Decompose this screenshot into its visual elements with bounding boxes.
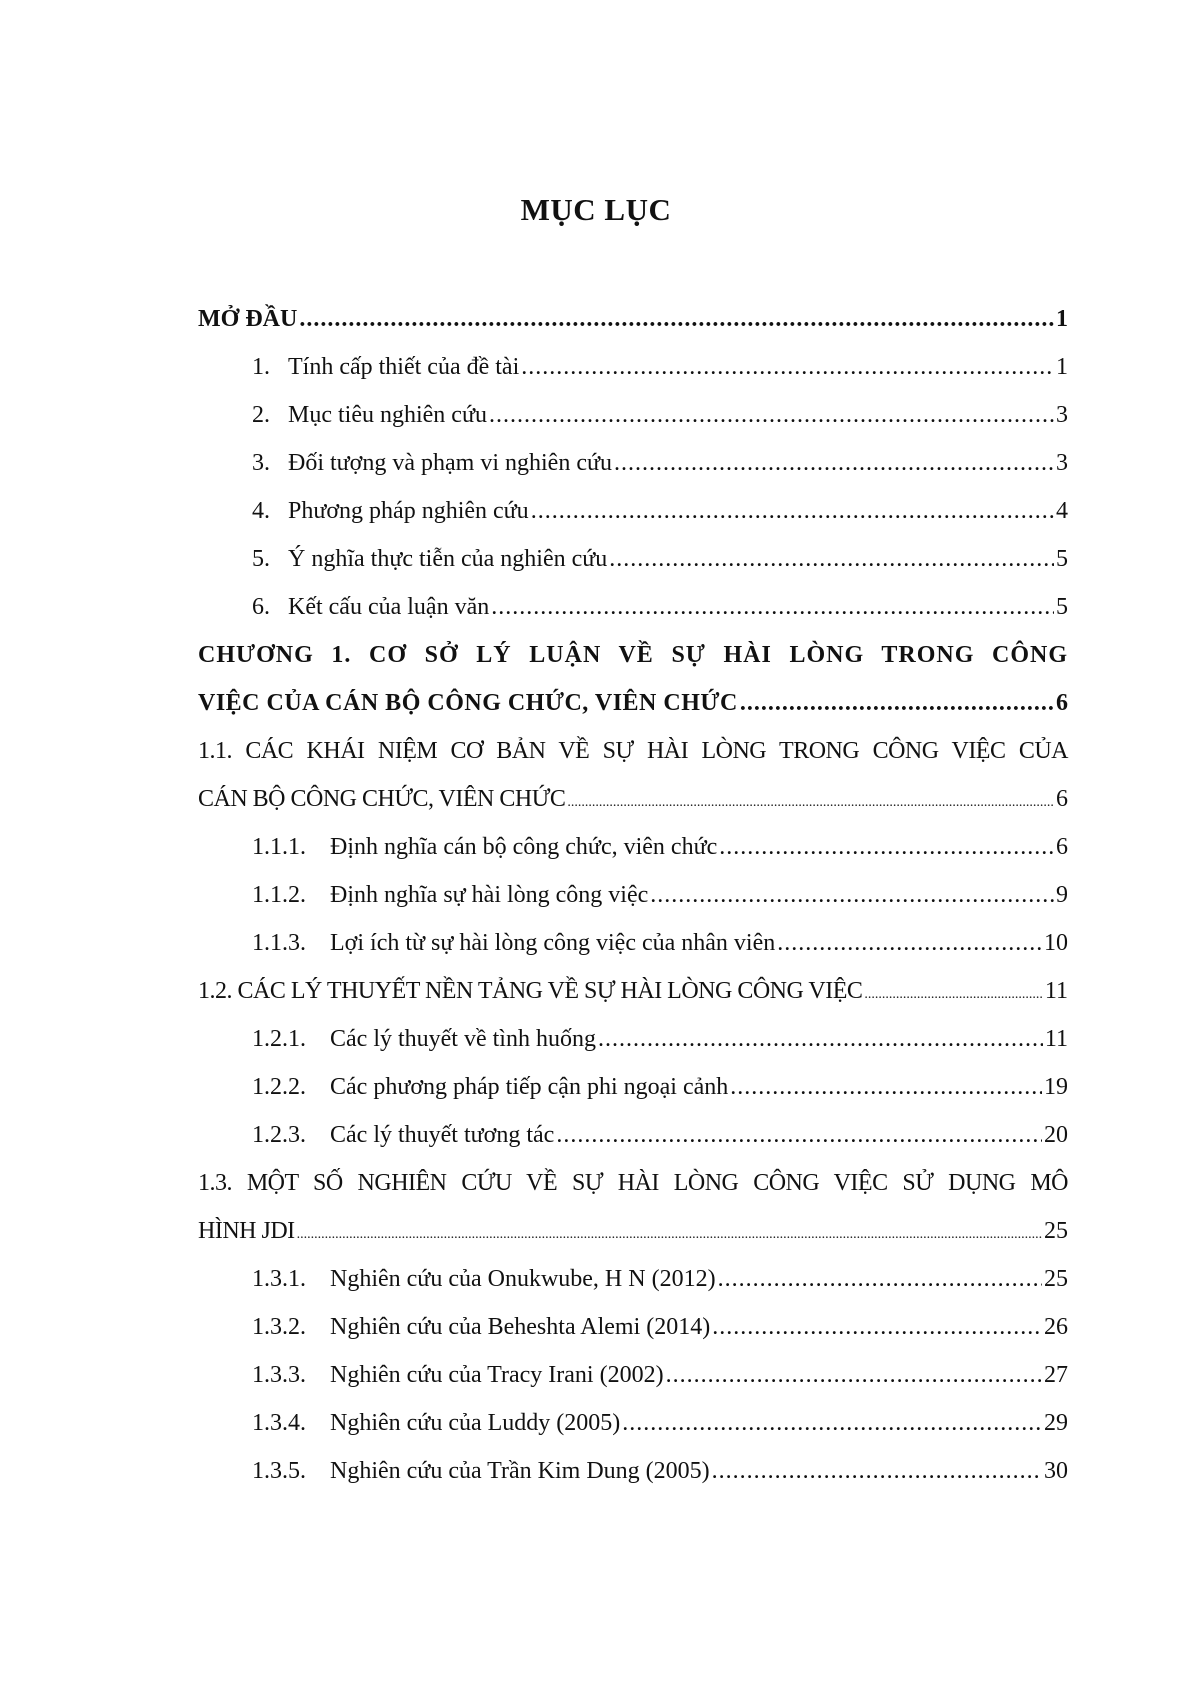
toc-page-number: 6 <box>1056 834 1068 860</box>
dot-leader <box>719 823 1054 871</box>
toc-page-number: 20 <box>1044 1122 1068 1148</box>
toc-page-number: 30 <box>1044 1458 1068 1484</box>
dot-leader <box>521 343 1054 391</box>
toc-entry-section-1-3[interactable] <box>198 1159 1068 1255</box>
toc-entry-subsection-1-2-1[interactable] <box>198 1015 1068 1063</box>
toc-entry-subsection-1-3-2[interactable] <box>198 1303 1068 1351</box>
toc-entry-text: 1.1.1. Định nghĩa cán bộ công chức, viên chức <box>252 834 718 860</box>
dot-leader <box>650 871 1054 919</box>
dot-leader <box>609 535 1054 583</box>
toc-entry-text: 1.3.4. Nghiên cứu của Luddy (2005) <box>252 1410 621 1436</box>
toc-entry-subsection-1-3-5[interactable] <box>198 1447 1068 1495</box>
toc-page-number: 5 <box>1056 546 1068 572</box>
toc-page-number: 25 <box>1044 1266 1068 1292</box>
toc-entry-text-line1: 1.1. CÁC KHÁI NIỆM CƠ BẢN VỀ SỰ HÀI LÒNG TRONG CÔNG VIỆC CỦA <box>198 738 1068 764</box>
toc-entry-text: 3. Đối tượng và phạm vi nghiên cứu <box>252 450 612 476</box>
toc-page-number: 6 <box>1056 786 1068 812</box>
toc-entry-text-line2: CÁN BỘ CÔNG CHỨC, VIÊN CHỨC <box>198 786 566 812</box>
dot-leader <box>489 391 1054 439</box>
toc-entry-subsection-1-1-1[interactable] <box>198 823 1068 871</box>
dot-leader <box>666 1351 1042 1399</box>
dot-leader <box>491 583 1054 631</box>
toc-entry-text: 1.2.3. Các lý thuyết tương tác <box>252 1122 555 1148</box>
dot-leader <box>299 295 1054 343</box>
toc-entry-text: 1.2. CÁC LÝ THUYẾT NỀN TẢNG VỀ SỰ HÀI LÒNG CÔNG VIỆC <box>198 978 863 1004</box>
toc-entry-subsection-1-1-3[interactable] <box>198 919 1068 967</box>
dot-leader <box>297 1211 1042 1259</box>
dot-leader <box>567 779 1054 827</box>
toc-entry-text: 1.2.2. Các phương pháp tiếp cận phi ngoại cảnh <box>252 1074 729 1100</box>
toc-entry-text: 2. Mục tiêu nghiên cứu <box>252 402 487 428</box>
toc-page-number: 4 <box>1056 498 1068 524</box>
toc-entry-intro-2[interactable] <box>198 391 1068 439</box>
toc-entry-text: 1.3.3. Nghiên cứu của Tracy Irani (2002) <box>252 1362 664 1388</box>
toc-entry-intro-1[interactable] <box>198 343 1068 391</box>
toc-entry-subsection-1-3-1[interactable] <box>198 1255 1068 1303</box>
toc-page-number: 11 <box>1044 1026 1068 1052</box>
toc-page-number: 5 <box>1056 594 1068 620</box>
toc-entry-text: 1.3.2. Nghiên cứu của Beheshta Alemi (2014) <box>252 1314 711 1340</box>
toc-entry-subsection-1-3-4[interactable] <box>198 1399 1068 1447</box>
toc-entry-text: MỞ ĐẦU <box>198 306 298 332</box>
toc-page-number: 1 <box>1056 306 1068 332</box>
toc-entry-text-line1: 1.3. MỘT SỐ NGHIÊN CỨU VỀ SỰ HÀI LÒNG CÔNG VIỆC SỬ DỤNG MÔ <box>198 1170 1068 1196</box>
dot-leader <box>598 1015 1043 1063</box>
dot-leader <box>622 1399 1042 1447</box>
dot-leader <box>712 1303 1042 1351</box>
toc-entry-subsection-1-2-3[interactable] <box>198 1111 1068 1159</box>
toc-page-number: 19 <box>1044 1074 1068 1100</box>
dot-leader <box>556 1111 1042 1159</box>
toc-entry-text: 5. Ý nghĩa thực tiễn của nghiên cứu <box>252 546 608 572</box>
toc-entry-intro-5[interactable] <box>198 535 1068 583</box>
toc-page-number: 10 <box>1044 930 1068 956</box>
toc-entry-intro-4[interactable] <box>198 487 1068 535</box>
toc-entry-subsection-1-1-2[interactable] <box>198 871 1068 919</box>
toc-page-number: 6 <box>1056 690 1068 716</box>
toc-entry-subsection-1-2-2[interactable] <box>198 1063 1068 1111</box>
toc-page-number: 9 <box>1056 882 1068 908</box>
toc-entry-text: 1.1.2. Định nghĩa sự hài lòng công việc <box>252 882 649 908</box>
toc-entry-text: 1.1.3. Lợi ích từ sự hài lòng công việc của nhân viên <box>252 930 776 956</box>
dot-leader <box>718 1255 1042 1303</box>
dot-leader <box>614 439 1054 487</box>
toc-page-number: 11 <box>1044 978 1068 1004</box>
dot-leader <box>740 679 1054 727</box>
dot-leader <box>730 1063 1042 1111</box>
toc-entry-chapter-1[interactable] <box>198 631 1068 727</box>
toc-entry-text: 6. Kết cấu của luận văn <box>252 594 490 620</box>
toc-entry-text: 1.3.5. Nghiên cứu của Trần Kim Dung (2005) <box>252 1458 710 1484</box>
toc-entry-text: 1.2.1. Các lý thuyết về tình huống <box>252 1026 596 1052</box>
table-of-contents <box>198 295 1068 1495</box>
dot-leader <box>712 1447 1042 1495</box>
toc-entry-text: 4. Phương pháp nghiên cứu <box>252 498 529 524</box>
toc-entry-intro-6[interactable] <box>198 583 1068 631</box>
page-title: MỤC LỤC <box>520 192 672 227</box>
toc-page-number: 3 <box>1056 450 1068 476</box>
toc-entry-text-line2: VIỆC CỦA CÁN BỘ CÔNG CHỨC, VIÊN CHỨC <box>198 690 738 716</box>
toc-entry-mo-dau[interactable] <box>198 295 1068 343</box>
toc-entry-text: 1.3.1. Nghiên cứu của Onukwube, H N (2012) <box>252 1266 716 1292</box>
toc-entry-text-line1: CHƯƠNG 1. CƠ SỞ LÝ LUẬN VỀ SỰ HÀI LÒNG TRONG CÔNG <box>198 642 1068 668</box>
toc-entry-section-1-2[interactable] <box>198 967 1068 1015</box>
toc-page-number: 25 <box>1044 1218 1068 1244</box>
dot-leader <box>777 919 1042 967</box>
toc-page-number: 27 <box>1044 1362 1068 1388</box>
dot-leader <box>864 971 1042 1019</box>
toc-page-number: 1 <box>1056 354 1068 380</box>
toc-entry-intro-3[interactable] <box>198 439 1068 487</box>
toc-entry-section-1-1[interactable] <box>198 727 1068 823</box>
toc-entry-subsection-1-3-3[interactable] <box>198 1351 1068 1399</box>
toc-page-number: 26 <box>1044 1314 1068 1340</box>
toc-entry-text: 1. Tính cấp thiết của đề tài <box>252 354 520 380</box>
toc-page-number: 29 <box>1044 1410 1068 1436</box>
toc-entry-text-line2: HÌNH JDI <box>198 1218 295 1244</box>
toc-page-number: 3 <box>1056 402 1068 428</box>
dot-leader <box>531 487 1054 535</box>
